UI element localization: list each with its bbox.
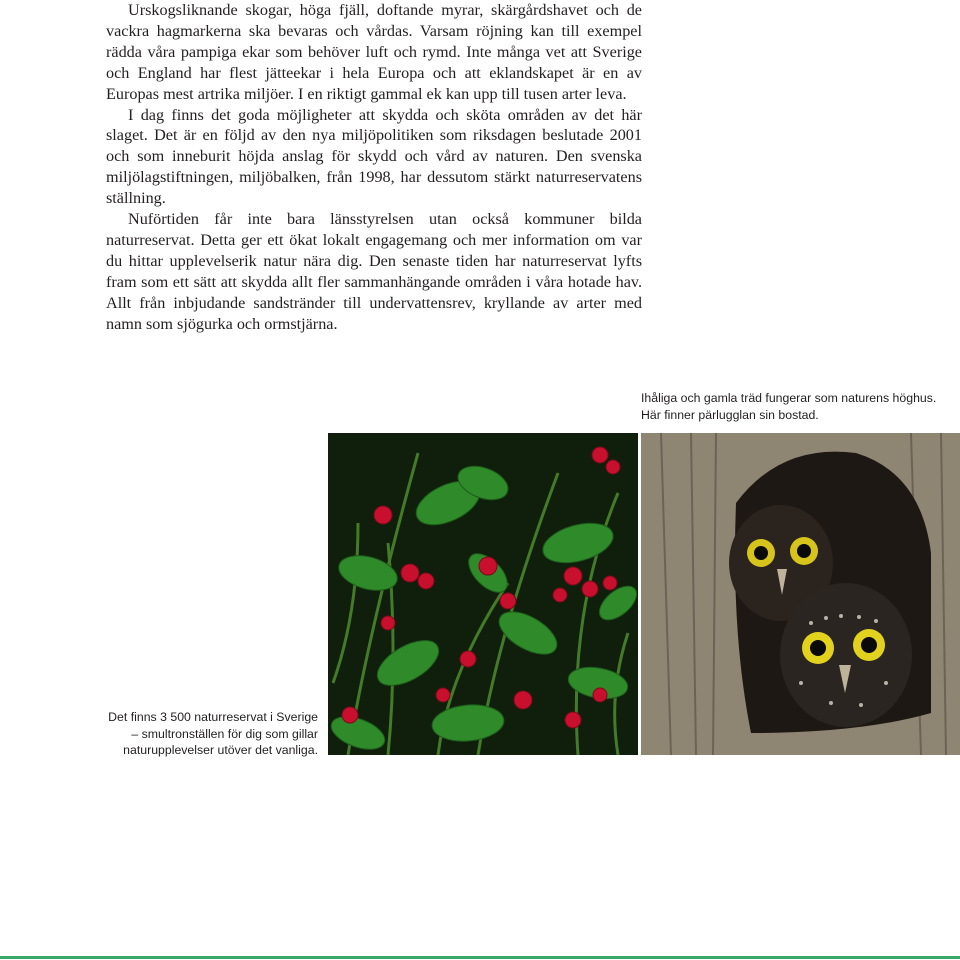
paragraph-1: Urskogsliknande skogar, höga fjäll, doftande myrar, skärgårdshavet och de vackra hagmarkerna ska bevaras och vårdas. Varsam röjning kan till exempel rädda våra pampiga ekar som behöver luft och rymd. Inte många vet att Sverige och England har flest jätteekar i hela Europa och att eklandskapet är en av Europas mest artrika miljöer. I en riktigt gammal ek kan upp till tusen arter leva. [106, 1, 642, 103]
owl-front [780, 583, 912, 727]
article-body [106, 0, 642, 335]
berry-photo-caption: Det finns 3 500 naturreservat i Sverige – smultronställen för dig som gillar naturupplevelser utöver det vanliga. [108, 710, 318, 757]
owls-in-tree-photo [641, 433, 960, 755]
paragraph-2: I dag finns det goda möjligheter att skydda och sköta områden av det här slaget. Det är en följd av den nya miljöpolitiken som riksdagen beslutade 2001 och som inneburit höjda anslag för skydd och vård av naturen. Den svenska miljölagstiftningen, miljöbalken, från 1998, har dessutom stärkt naturreservatens ställning. [106, 105, 642, 208]
bottom-rule [0, 956, 960, 959]
wild-strawberry-photo [328, 433, 638, 755]
paragraph-3: Nuförtiden får inte bara länsstyrelsen utan också kommuner bilda naturreservat. Detta ger ett ökat lokalt engagemang och mer information om var du hittar upplevelserik natur nära dig. Den senaste tiden har naturreservat lyfts fram som ett sätt att skydda allt fler sammanhängande områden i våra hotade hav. Allt från inbjudande sandstränder till undervattensrev, kryllande av arter med namn som sjögurka och ormstjärna. [106, 210, 642, 333]
owls-illustration [641, 433, 960, 755]
wild-strawberry-illustration [328, 433, 638, 755]
owl-photo-caption: Ihåliga och gamla träd fungerar som naturens höghus. Här finner pärlugglan sin bostad. [641, 391, 937, 422]
